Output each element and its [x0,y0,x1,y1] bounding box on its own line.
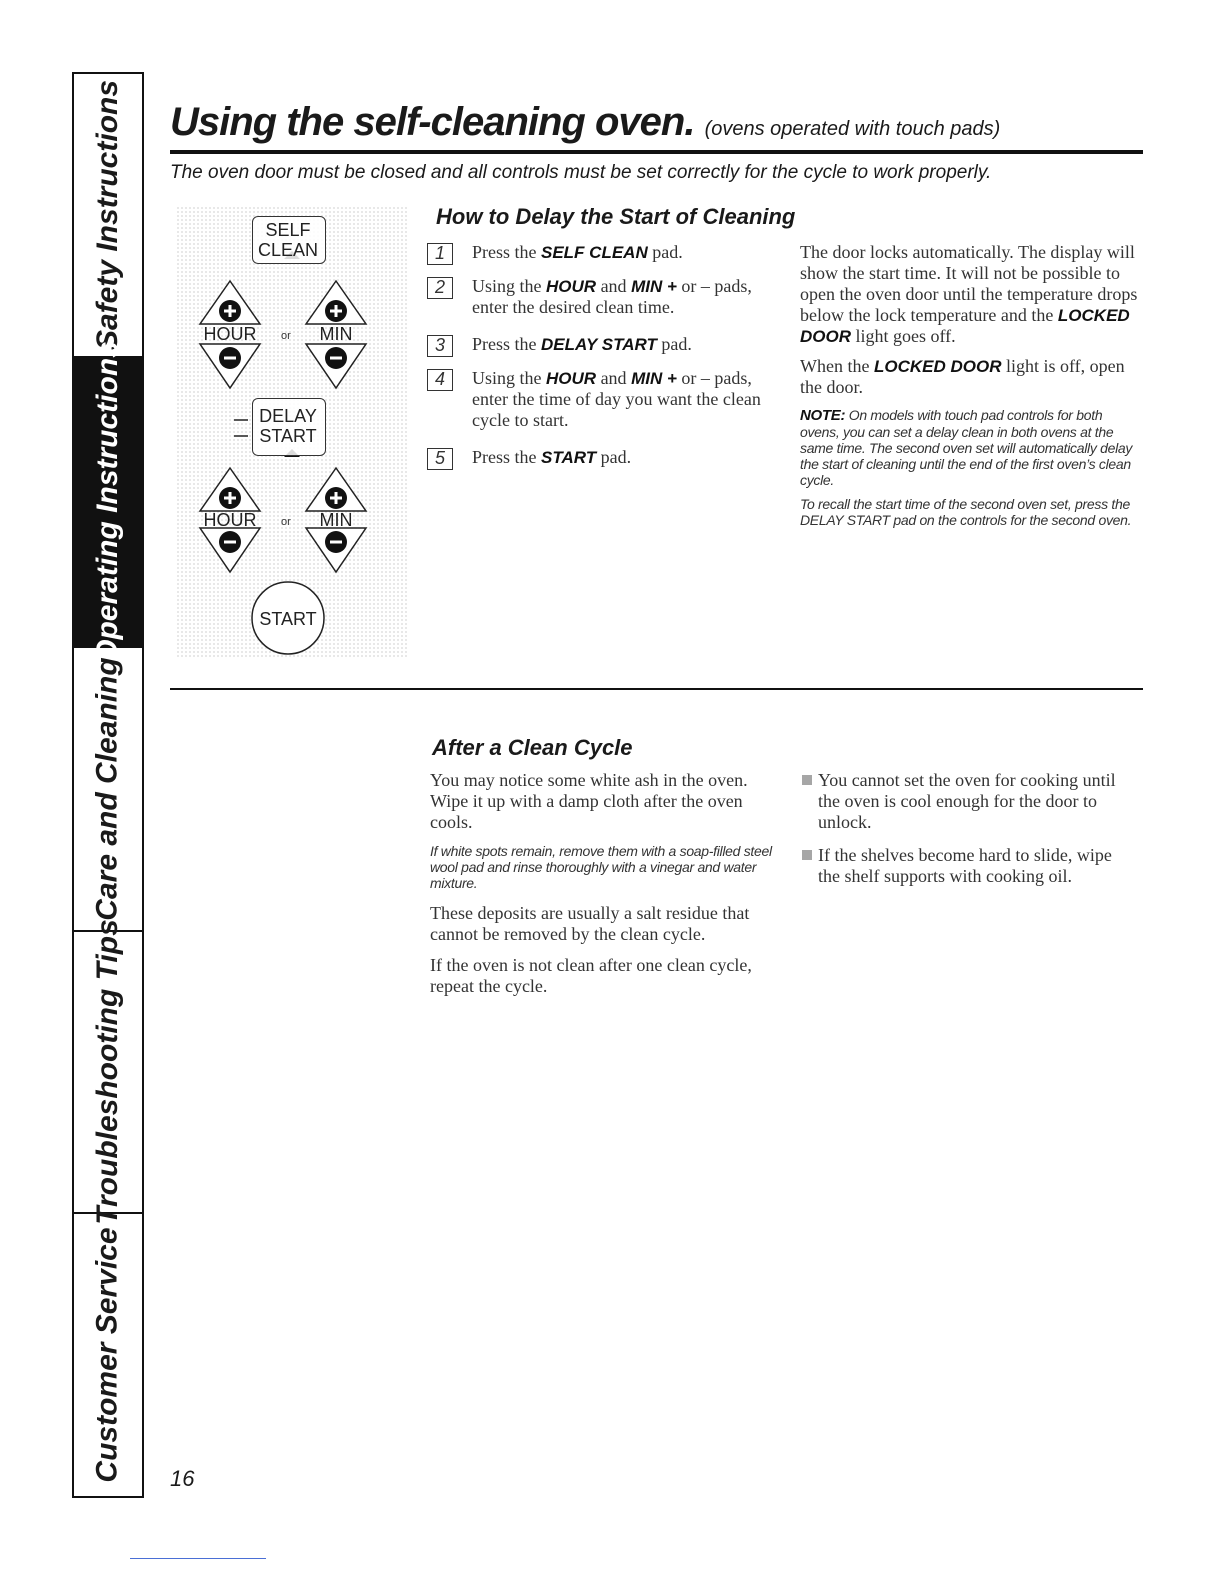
self-clean-pad-label: SELF CLEAN [257,220,319,260]
ash-paragraph: You may notice some white ash in the oven. Wipe it up with a damp cloth after the oven cools. [430,770,748,832]
min-label: MIN [319,324,353,344]
delay-start-pad-label: DELAY START [259,406,317,446]
deposits-paragraph: These deposits are usually a salt residue that cannot be removed by the clean cycle. [430,903,750,944]
list-item: If the shelves become hard to slide, wipe the shelf supports with cooking oil. [800,845,1130,887]
note-paragraph: NOTE: On models with touch pad controls for both ovens, you can set a delay clean in both ovens at the same time. The second oven set will automatically delay the start of cleaning until the end of the first oven’s clean cycle. [800,407,1133,488]
start-pad[interactable]: START [259,609,317,629]
hour-minus-icon-2 [200,528,260,572]
after-right-column [800,770,1130,899]
delay-heading: How to Delay the Start of Cleaning [436,204,796,229]
white-spots-note: If white spots remain, remove them with a soap-filled steel wool pad and rinse thoroughly with a vinegar and water mixture. [430,843,772,891]
door-lock-paragraph: The door locks automatically. The display will show the start time. It will not be possible to open the oven door until the temperature drops below the lock temperature and the LOCKED DOOR light goes off. [800,242,1138,346]
hour-minus-icon [200,344,260,388]
min-plus-icon [306,281,366,324]
min-plus-icon-2 [306,468,366,511]
hour-plus-icon-2 [200,468,260,511]
min-minus-icon [306,344,366,388]
control-panel-illustration [176,206,408,658]
tab-operating-instructions[interactable]: Operating Instructions [74,358,142,648]
title-main: Using the self-cleaning oven. [170,100,695,144]
step-5: 5 Press the START pad. [425,447,770,468]
delay-info-column [800,242,1145,536]
recall-note: To recall the start time of the second oven set, press the DELAY START pad on the controls for the second oven. [800,496,1132,528]
or-label: or [281,330,291,342]
page-title [170,100,1000,145]
tab-customer-service[interactable]: Customer Service [91,1227,124,1483]
after-left-column [430,770,775,1006]
min-label-2: MIN [319,510,353,530]
min-minus-icon-2 [306,528,366,572]
tab-safety-instructions[interactable]: Safety Instructions [74,74,142,358]
title-subtitle: (ovens operated with touch pads) [704,118,1001,140]
repeat-paragraph: If the oven is not clean after one clean cycle, repeat the cycle. [430,955,752,996]
tab-troubleshooting-tips[interactable]: Troubleshooting Tips [74,932,142,1214]
step-2: 2 Using the HOUR and MIN + or – pads, enter the desired clean time. [425,276,770,318]
step-3: 3 Press the DELAY START pad. [425,334,770,355]
title-rule [170,150,1143,154]
footer-line [130,1558,266,1559]
tab-care-and-cleaning[interactable]: Care and Cleaning [74,648,142,932]
intro-text: The oven door must be closed and all controls must be set correctly for the cycle to work properly. [170,162,992,183]
section-divider [170,688,1143,690]
after-heading: After a Clean Cycle [432,735,633,760]
locked-door-paragraph: When the LOCKED DOOR light is off, open the door. [800,356,1125,397]
list-item: You cannot set the oven for cooking until the oven is cool enough for the door to unlock. [800,770,1130,833]
hour-plus-icon [200,281,260,324]
hour-label: HOUR [203,324,257,344]
section-tabs [72,72,144,1498]
bullet-icon [802,775,812,785]
step-1: 1 Press the SELF CLEAN pad. [425,242,770,263]
step-4: 4 Using the HOUR and MIN + or – pads, enter the time of day you want the clean cycle to start. [425,368,770,431]
or-label-2: or [281,516,291,528]
delay-steps [425,242,770,481]
hour-label-2: HOUR [203,510,257,530]
page-number: 16 [170,1466,195,1491]
bullet-icon [802,850,812,860]
